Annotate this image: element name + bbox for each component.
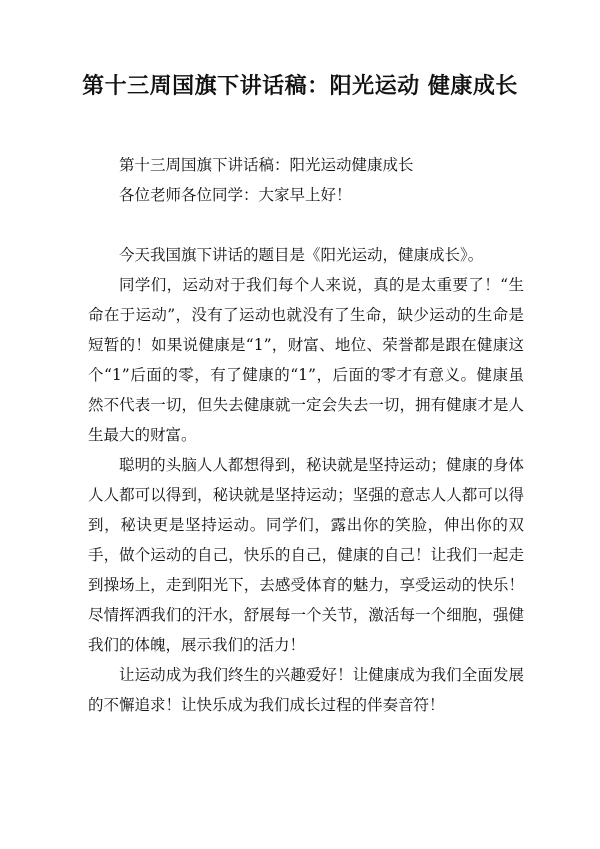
paragraph-closing: 让运动成为我们终生的兴趣爱好！让健康成为我们全面发展的不懈追求！让快乐成为我们成长过程的伴奏音符！ [88, 666, 524, 714]
paragraph-topic: 今天我国旗下讲话的题目是《阳光运动，健康成长》。 [119, 246, 484, 264]
document-title: 第十三周国旗下讲话稿：阳光运动 健康成长 [82, 73, 518, 99]
paragraph-importance: 同学们，运动对于我们每个人来说，真的是太重要了！“生命在于运动”，没有了运动也就没有了生命，缺少运动的生命是短暂的！如果说健康是“1”，财富、地位、荣誉都是跟在健康这个“1”后面的零，有了健康的“1”，后面的零才有意义。健康虽然不代表一切，但失去健康就一定会失去一切，拥有健康才是人生最大的财富。 [88, 276, 524, 444]
document-body [88, 150, 524, 720]
paragraph-call-to-action: 聪明的头脑人人都想得到，秘诀就是坚持运动；健康的身体人人都可以得到，秘诀就是坚持运动；坚强的意志人人都可以得到，秘诀更是坚持运动。同学们，露出你的笑脸，伸出你的双手，做个运动的自己，快乐的自己，健康的自己！让我们一起走到操场上，走到阳光下，去感受体育的魅力，享受运动的快乐！尽情挥洒我们的汗水，舒展每一个关节，激活每一个细胞，强健我们的体魄，展示我们的活力！ [88, 456, 524, 654]
paragraph-greeting: 各位老师各位同学：大家早上好！ [119, 186, 352, 204]
paragraph-subtitle: 第十三周国旗下讲话稿：阳光运动健康成长 [119, 156, 414, 174]
